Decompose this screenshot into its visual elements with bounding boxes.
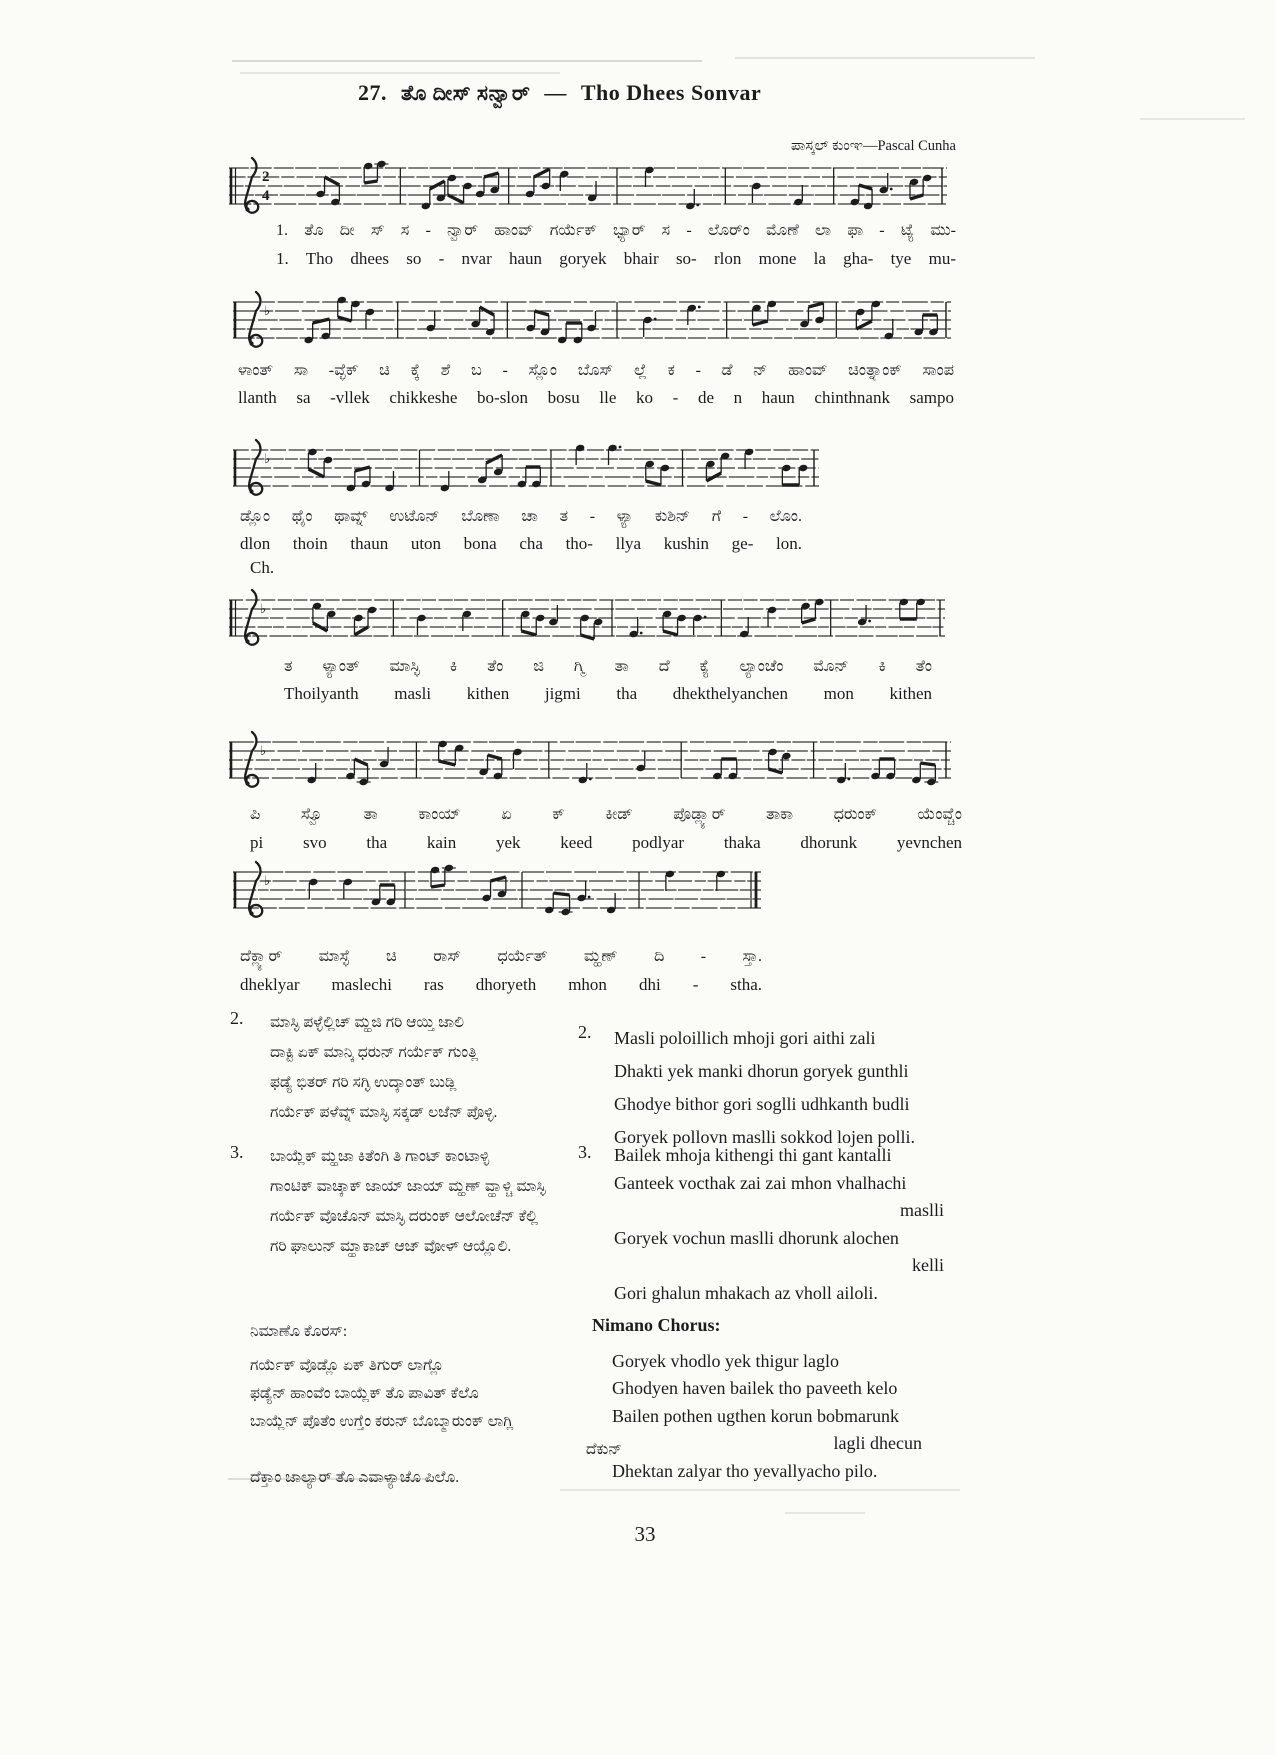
- song-title: [358, 80, 761, 106]
- verse-line: Gori ghalun mhakach az vholl ailoli.: [614, 1282, 878, 1303]
- svg-text:2: 2: [262, 169, 270, 185]
- verse-number: 3.: [578, 1142, 592, 1162]
- scan-streak: [240, 72, 560, 74]
- music-stave-3: [230, 430, 822, 506]
- verse-line: ದಾಕ್ಟಿ ಏಕ್ ಮಾನ್ಕಿ ಧರುನ್ ಗರ್ಯೆಕ್ ಗುಂತ್ಲಿ: [270, 1044, 479, 1061]
- verse-line: Masli poloillich mhoji gori aithi zali: [614, 1028, 876, 1048]
- chorus-line: ಫಡ್ಯೆನ್ ಹಾಂವೆಂ ಬಾಯ್ಲೆಕ್ ತೊ ಪಾವಿತ್ ಕೆಲೊ: [250, 1385, 479, 1402]
- svg-text:♭: ♭: [264, 452, 271, 467]
- lyric-line-roman: Thoilyanth masli kithen jigmi tha dhekthelyanchen mon kithen: [284, 684, 932, 703]
- music-stave-5: [226, 722, 954, 798]
- svg-text:♭: ♭: [260, 744, 267, 759]
- lyric-line-kannada: ತ ಳ್ಯಾಂತ್ ಮಾಸ್ಳಿ ಕಿ ತೆಂ ಜಿ ಗ್ಮಿ ತಾ ದೆ ಕ್ಯೆ ಲ್ಯಾಂಚೆಂ ಮೊನ್ ಕಿ ತೆಂ: [284, 658, 932, 675]
- chorus-line: Bailen pothen ugthen korun bobmarunk: [612, 1405, 899, 1426]
- lyric-line-kannada: ಪಿ ಸ್ವೊ ತಾ ಕಾಂಯ್ ಏ ಕ್ ಕೀಡ್ ಪೊಡ್ಲ್ಯಾರ್ ತಾಕಾ ಧರುಂಕ್ ಯೆಂವ್ಚೆಂ: [250, 806, 962, 823]
- verse-line: ಗಾಂಟಿಕ್ ವಾಚ್ಕಾಕ್ ಜಾಯ್ ಜಾಯ್ ಮ್ಹಣ್ ವ್ಹಾಳ್ಚಿ ಮಾಸ್ಳಿ: [270, 1178, 546, 1195]
- svg-text:♭: ♭: [264, 874, 271, 889]
- lyric-line-roman: 1. Tho dhees so - nvar haun goryek bhair so- rlon mone la gha- tye mu-: [276, 249, 956, 268]
- verse-3-kannada: [270, 1142, 546, 1262]
- svg-text:♭: ♭: [260, 602, 267, 617]
- music-stave-2: [230, 282, 954, 358]
- chorus-line: Dhektan zalyar tho yevallyacho pilo.: [612, 1460, 878, 1481]
- chorus-line-continuation: ದೆಕುನ್: [585, 1441, 622, 1458]
- verse-line-continuation: maslli: [900, 1200, 944, 1220]
- chorus-heading-kannada: ನಿಮಾಣೊ ಕೊರಸ್:: [250, 1323, 348, 1340]
- verse-line: Dhakti yek manki dhorun goryek gunthli: [614, 1061, 909, 1081]
- music-stave-1: [226, 148, 950, 224]
- verse-line-continuation: kelli: [912, 1255, 944, 1275]
- scan-streak: [735, 57, 1035, 59]
- lyric-line-kannada: ಡ್ಲೊಂ ಥೈಂ ಥಾವ್ನ್ ಉಟೊನ್ ಬೊಣಾ ಚಾ ತ - ಳ್ಯಾ ಕುಶಿನ್ ಗೆ - ಲೊಂ.: [240, 508, 802, 525]
- lyric-line-roman: dlon thoin thaun uton bona cha tho- llya kushin ge- lon.: [240, 534, 802, 553]
- chorus-heading-roman: Nimano Chorus:: [592, 1315, 721, 1335]
- song-number: 27.: [358, 80, 387, 105]
- verse-line: ಮಾಸ್ಳಿ ಪಳ್ಳೆಲ್ಲಿಚ್ ಮ್ಹಜಿ ಗರಿ ಆಯ್ತಿ ಜಾಲಿ: [270, 1014, 464, 1031]
- lyric-line-roman: pi svo tha kain yek keed podlyar thaka dhorunk yevnchen: [250, 833, 962, 852]
- chorus-roman: [592, 1312, 922, 1485]
- music-stave-4: [226, 580, 948, 656]
- verse-line: ಫಡ್ಯೆ ಭಿತರ್ ಗರಿ ಸಗ್ಳಿ ಉದ್ಕಾಂತ್ ಬುಡ್ಲಿ: [270, 1074, 457, 1091]
- page-number: 33: [634, 1522, 656, 1546]
- title-separator: —: [544, 80, 567, 105]
- lyric-line-roman: llanth sa -vllek chikkeshe bo-slon bosu lle ko - de n haun chinthnank sampo: [238, 388, 954, 407]
- verse-line: ಗರ್ಯೆಕ್ ವೊಚೊನ್ ಮಾಸ್ಳಿ ದರುಂಕ್ ಆಲೋಚೆನ್ ಕೆಲ್ಲಿ: [270, 1208, 538, 1225]
- scan-streak: [785, 1512, 865, 1514]
- svg-text:4: 4: [262, 188, 270, 204]
- chorus-line: Ghodyen haven bailek tho paveeth kelo: [612, 1378, 898, 1398]
- music-stave-6: [230, 852, 764, 928]
- composer-credit: ಪಾಸ್ಕಲ್ ಕುಂಞ—Pascal Cunha: [790, 138, 956, 154]
- verse-line: ಬಾಯ್ಲೆಕ್ ಮ್ಹಜಾ ಕಿತೆಂಗಿ ತಿ ಗಾಂಟ್ ಕಾಂಟಾಳ್ಳಿ: [270, 1148, 490, 1165]
- lyric-line-roman: dheklyar maslechi ras dhoryeth mhon dhi - stha.: [240, 975, 762, 994]
- scan-streak: [1140, 118, 1245, 120]
- svg-text:♭: ♭: [264, 304, 271, 319]
- verse-line: ಗರ್ಯೆಕ್ ಪಳೆವ್ನ್ ಮಾಸ್ಳಿ ಸಕ್ಕಡ್ ಲಜೆನ್ ಪೊಳ್ಳಿ.: [270, 1104, 498, 1121]
- verse-number: 2.: [230, 1008, 244, 1028]
- chorus-line: ದೆಕ್ತಾಂ ಜಾಲ್ಯಾರ್ ತೊ ಎವಾಳ್ಯಾಚೊ ಪಿಲೊ.: [250, 1469, 460, 1486]
- verse-line: Ganteek vocthak zai zai mhon vhalhachi: [614, 1172, 907, 1193]
- chorus-marker: Ch.: [250, 558, 275, 577]
- lyric-line-kannada: ದೆಕ್ಲ್ಯಾರ್ ಮಾಸ್ಳೆ ಚಿ ರಾಸ್ ಧರ್ಯೆತ್ ಮ್ಹಣ್ ದಿ - ಸ್ತಾ.: [240, 948, 762, 965]
- verse-line: Goryek vochun maslli dhorunk alochen: [614, 1227, 899, 1248]
- chorus-line: ಗರ್ಯೆಕ್ ವೊಡ್ಲೊ ಏಕ್ ತಿಗುರ್ ಲಾಗ್ಲೊ: [250, 1357, 444, 1374]
- chorus-line: Goryek vhodlo yek thigur laglo: [612, 1350, 839, 1371]
- song-title-kannada: ತೊ ದೀಸ್ ಸನ್ವಾರ್: [401, 81, 531, 105]
- lyric-line-kannada: 1. ತೊ ದೀ ಸ್ ಸ - ನ್ವಾರ್ ಹಾಂವ್ ಗರ್ಯೆಕ್ ಭ್ಯಾರ್ ಸ - ಲೊರ್ಂ ಮೊಣೆ ಲಾ ಫಾ - ಟ್ಯೆ ಮು-: [276, 222, 956, 239]
- verse-number: 3.: [230, 1142, 244, 1162]
- verse-line: Ghodye bithor gori soglli udhkanth budli: [614, 1094, 910, 1114]
- verse-line: Goryek pollovn maslli sokkod lojen polli.: [614, 1127, 915, 1147]
- verse-line: Bailek mhoja kithengi thi gant kantalli: [614, 1145, 892, 1165]
- lyric-line-kannada: ಳಾಂತ್ ಸಾ -ವ್ಳೆಕ್ ಚಿ ಕ್ಕೆ ಶೆ ಬ - ಸ್ಲೊಂ ಬೊಸ್ ಲ್ಲೆ ಕ - ಡೆ ನ್ ಹಾಂವ್ ಚಿಂತ್ನಾಂಕ್ ಸಾಂಪ: [238, 362, 954, 379]
- verse-2-kannada: [270, 1008, 497, 1128]
- verse-2-roman: [614, 1022, 915, 1154]
- chorus-line: ಬಾಯ್ಲೆನ್ ಪೊತೆಂ ಉಗ್ತೆಂ ಕರುನ್ ಬೊಬ್ಮಾರುಂಕ್ ಲಾಗ್ಲಿ: [250, 1413, 514, 1430]
- verse-line: ಗರಿ ಘಾಲುನ್ ಮ್ಹಾಕಾಚ್ ಆಜ್ ವೋಳ್ ಆಯ್ಲೊಲಿ.: [270, 1238, 512, 1255]
- scan-streak: [232, 60, 702, 62]
- chorus-kannada: [250, 1318, 622, 1492]
- verse-3-roman: [614, 1142, 944, 1307]
- song-title-roman: Tho Dhees Sonvar: [580, 80, 762, 105]
- chorus-line-continuation: lagli dhecun: [833, 1433, 922, 1453]
- verse-number: 2.: [578, 1022, 592, 1042]
